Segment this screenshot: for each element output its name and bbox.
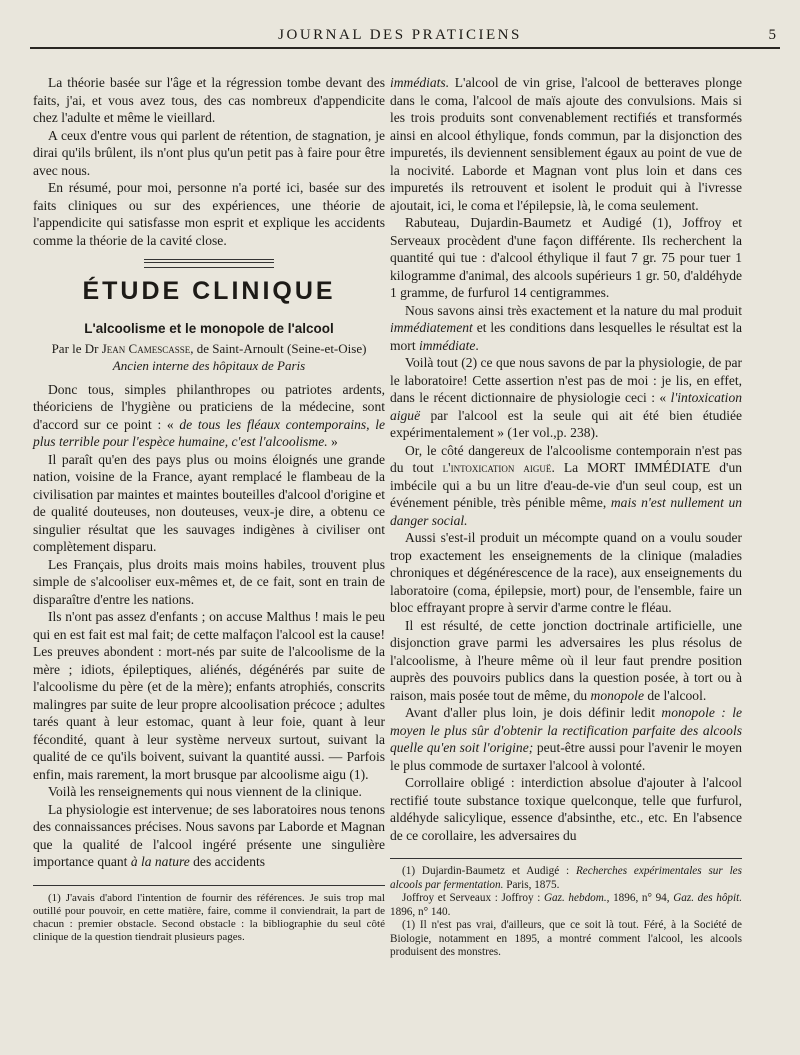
- header-rule: [30, 47, 780, 49]
- intro-paragraph: La théorie basée sur l'âge et la régression tombe devant des faits, j'ai, et vous avez tous, des cas nombreux d'appendicite chez l'adulte et même le vieillard.: [33, 75, 385, 125]
- text-run: des accidents: [193, 854, 265, 869]
- article-title: L'alcoolisme et le monopole de l'alcool: [84, 321, 334, 336]
- body-paragraph: Les Français, plus droits mais moins habiles, trouvent plus simple de s'alcooliser eux-mêmes et, de ce fait, sont en train de disparaître d'entre les nations.: [33, 556, 385, 607]
- text-run: 1896, n° 94,: [613, 892, 670, 904]
- text-run: Donc tous, simples philanthropes ou patriotes ardents, théoriciens de l'hygiène ou praticiens de la médecine, sont d'accord sur ce point : «: [33, 381, 385, 432]
- text-run: 1896, n° 140.: [390, 905, 451, 918]
- small-caps-term: l'intoxication aiguë: [442, 460, 552, 475]
- body-paragraph: [390, 442, 742, 530]
- footnote: [390, 865, 742, 892]
- intro-paragraph: En résumé, pour moi, personne n'a porté ici, basée sur des faits cliniques ou sur des expériences, une théorie de l'appendicite qui satisfasse mon esprit et explique les accidents comme la théorie de la cavité close.: [33, 180, 385, 248]
- body-paragraph: Aussi s'est-il produit un mécompte quand on a voulu souder trop exactement les enseignements de la clinique (maladies chroniques et dégénérescence de la race), aux enseignements du laboratoire (coma, épilepsie, mort) pour, de l'ensemble, faire un bloc effrayant propre à servir d'arme contre le fléau.: [390, 530, 742, 615]
- body-paragraph: [390, 354, 742, 442]
- text-run: »: [331, 434, 338, 449]
- emphasis: monopole: [590, 687, 644, 703]
- emphasis: immédiate: [418, 337, 476, 353]
- body-paragraph: [33, 801, 385, 871]
- author-name: Jean Camescasse: [101, 340, 191, 356]
- footnote: [390, 892, 742, 919]
- text-run: .: [475, 337, 479, 353]
- text-run: Nous savons ainsi très exactement et la nature du mal produit: [405, 302, 742, 318]
- text-run: par l'alcool est la seule qui ait été bien étudiée expérimentalement » (1er vol.,p. 238).: [390, 407, 742, 440]
- emphasis: Gaz. hebdom.,: [543, 892, 610, 904]
- emphasis: Recherches expérimentales sur les alcools par fermentation.: [390, 865, 743, 891]
- left-column: [33, 74, 385, 944]
- body-paragraph: Il paraît qu'en des pays plus ou moins éloignés une grande nation, voisine de la France, ayant remplacé le flambeau de la civilisation par maintes et maintes bouteilles d'alcool d'origine et de qualité douteuses, non douteuses, veux-je dire, a obtenu ce singulier résultat que les sauvages indigènes à civiliser ont complètement disparu.: [33, 451, 385, 554]
- text-run: Or, le côté dangereux de l'alcoolisme contemporain n'est pas du tout: [390, 442, 742, 475]
- body-paragraph: Voilà les renseignements qui nous viennent de la clinique.: [48, 784, 362, 799]
- right-column: [390, 74, 742, 960]
- footnote: (1) Il n'est pas vrai, d'ailleurs, que ce soit là tout. Féré, à la Société de Biologie, notamment en 1895, a montré comment l'alcool, les alcools produisent des monstres.: [390, 919, 742, 958]
- author-affiliation: Ancien interne des hôpitaux de Paris: [112, 358, 306, 373]
- emphasis: mais n'est nullement un danger social.: [390, 495, 742, 528]
- byline: [33, 340, 385, 358]
- body-paragraph: Rabuteau, Dujardin-Baumetz et Audigé (1), Joffroy et Serveaux procèdent d'une façon différente. Ils recherchent la quantité qui tue : d'alcool éthylique il faut 7 gr. 75 pour tuer 1 kilogramme d'animal, des alcools supérieurs 1 gr. 50, d'aldéhyde 1 gramme, de furfurol 14 centigrammes.: [390, 215, 742, 300]
- text-run: L'alcool de vin grise, l'alcool de betteraves plonge dans le coma, l'alcool de maïs ajoute des convulsions. Mais si les trois produits sont convenablement rectifiés et transformés ainsi en alcool éthylique, fonds commun, par la disjonction des impuretés, ils deviennent sensiblement égaux au point de vue de la nocivité. Laborde et Magnan vont plus loin et dans ces impuretés ils retrouvent et isolent le produit qui à l'ivresse ajoutait, ici, le coma et l'épilepsie, là, le coma seulement.: [390, 75, 742, 213]
- section-separator: [144, 259, 274, 268]
- body-paragraph: Corrollaire obligé : interdiction absolue d'ajouter à l'alcool rectifié toute substance toxique quelconque, telle que furfurol, aldéhyde salicylique, essence d'absinthe, etc., etc. En l'absence de ce corollaire, les adversaires du: [390, 775, 742, 843]
- text-run: (1) Dujardin-Baumetz et Audigé :: [402, 865, 570, 877]
- body-paragraph: [390, 704, 742, 774]
- text-run: La physiologie est intervenue; de ses laboratoires nous tenons des connaissances précises. Nous savons par Laborde et Magnan que la qualité de l'alcool ingéré présente une singulière importance quant: [33, 801, 385, 869]
- emphasis: immédiats.: [390, 75, 450, 90]
- text-run: . La MORT IMMÉDIATE d'un imbécile qui a bu un litre d'eau-de-vie d'un seul coup, est un événement pénible, très pénible même,: [390, 460, 742, 510]
- body-paragraph: [390, 617, 742, 705]
- section-title: ÉTUDE CLINIQUE: [82, 277, 336, 305]
- footnote-rule: [33, 885, 385, 886]
- intro-paragraph: A ceux d'entre vous qui parlent de rétention, de stagnation, je dirai qu'ils brûlent, ils n'ont plus qu'un petit pas à faire pour être avec nous.: [33, 127, 385, 178]
- page-number: 5: [768, 27, 776, 43]
- text-run: Paris, 1875.: [506, 878, 560, 891]
- footnote-rule: [390, 858, 742, 859]
- emphasis: l'intoxication aiguë: [390, 390, 742, 423]
- emphasis: Gaz. des hôpit.: [673, 892, 743, 904]
- footnote: (1) J'avais d'abord l'intention de fournir des références. Je suis trop mal outillé pour pouvoir, en cette matière, faire, comme il conviendrait, la part de chacun : premier obstacle. Second obstacle : la bibliographie du seul côté clinique de la question tiendrait plusieurs pages.: [33, 891, 385, 944]
- byline-location: , de Saint-Arnoult (Seine-et-Oise): [190, 340, 367, 356]
- text-run: Il est résulté, de cette jonction doctrinale artificielle, une disjonction grave parmi les adversaires les plus résolus de l'alcoolisme, à l'heure même où il leur faut prendre position auprès des pouvoirs publics dans la question posée, à tort ou à raison, mais posée tout de même, du: [390, 617, 742, 703]
- journal-title: JOURNAL DES PRATICIENS: [278, 27, 522, 43]
- text-run: Voilà tout (2) ce que nous savons de par la physiologie, de par le laboratoire! Cette assertion n'est pas de moi : je lis, en effet, dans le récent dictionnaire de physiologie ceci : «: [390, 355, 742, 405]
- text-run: peut-être aussi pour l'avenir le moyen le plus commode de surtaxer l'alcool à volonté.: [390, 740, 742, 773]
- body-paragraph: Ils n'ont pas assez d'enfants ; on accuse Malthus ! mais le peu qui en est fait est mal fait; de cette malfaçon l'alcool est la cause! Les preuves abondent : mort-nés par suite de l'alcoolisme de la mère ; idiots, épileptiques, aliénés, dégénérés par suite de l'alcoolisme du père (et de la mère); enfants atrophiés, conscrits malingres par suite de leur propre alcoolisation précoce ; adultes tarés quant à leur estomac, quant à leur foie, quant à leur fécondité, quant à leur système nerveux surtout, suivant la qualité de ce qu'ils boivent, suivant la quantité aussi. — Parfois enfin, mais rarement, la mort brusque par alcoolisme aigu (1).: [33, 609, 385, 782]
- body-paragraph: [390, 302, 742, 355]
- quotation: de tous les fléaux contemporains, le plus terrible pour l'espèce humaine, c'est l'alcoolisme.: [33, 416, 386, 449]
- emphasis: monopole : le moyen le plus sûr d'obtenir la rectification parfaite des alcools quelle qu'en soit l'origine;: [390, 705, 742, 755]
- byline-prefix: Par le Dr: [51, 340, 99, 356]
- body-paragraph: [33, 381, 385, 451]
- text-run: Avant d'aller plus loin, je dois définir ledit: [405, 705, 655, 720]
- text-run: et les conditions dans lesquelles le résultat est la mort: [390, 320, 742, 353]
- footnotes: [390, 865, 742, 960]
- text-run: de l'alcool.: [647, 687, 707, 703]
- emphasis: immédiatement: [390, 320, 473, 335]
- emphasis: à la nature: [130, 854, 190, 869]
- text-run: Joffroy et Serveaux : Joffroy :: [402, 892, 541, 904]
- body-paragraph: [390, 74, 742, 214]
